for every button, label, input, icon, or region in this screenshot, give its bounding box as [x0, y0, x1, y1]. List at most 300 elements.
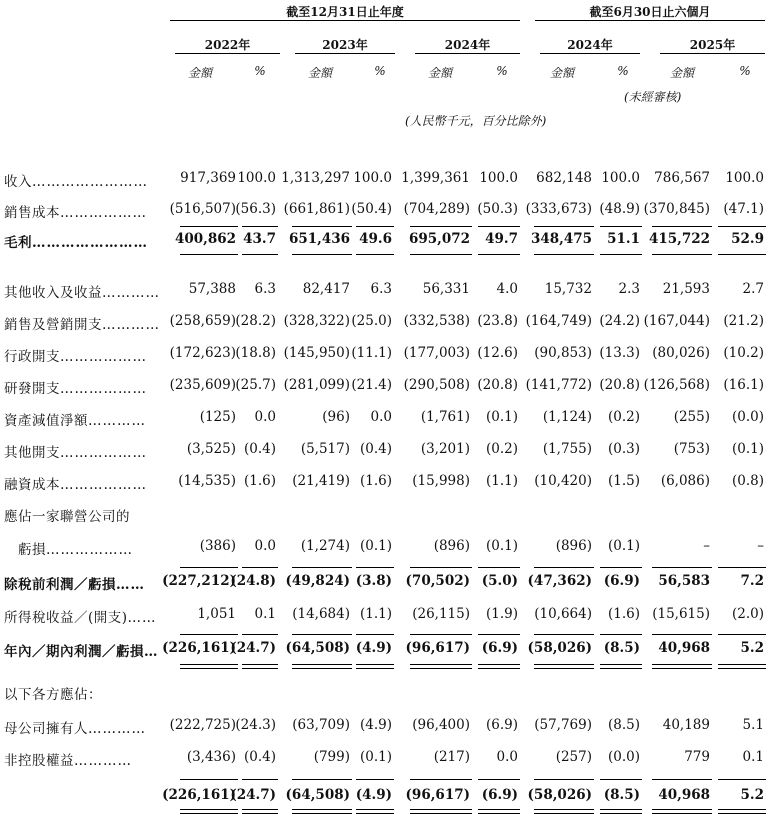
table-row: [0, 170, 768, 190]
percent-cell: (16.1): [723, 377, 764, 393]
percent-cell: (1.6): [243, 473, 276, 489]
percent-cell: (10.2): [723, 345, 764, 361]
percent-cell: (20.8): [477, 377, 518, 393]
percent-cell: 0.0: [496, 749, 518, 765]
amount-cell: (332,538): [403, 313, 470, 329]
amount-header-2025-half: 金額: [669, 66, 694, 80]
amount-cell: 1,399,361: [401, 170, 470, 186]
year-2025-half-rule: [660, 53, 765, 54]
year-2022-rule: [175, 53, 280, 54]
amount-cell: (753): [673, 441, 710, 457]
subtotal-rule: [180, 779, 238, 780]
percent-cell: 0.0: [370, 409, 392, 425]
amount-cell: 56,583: [658, 573, 710, 589]
double-underline: [718, 664, 766, 669]
row-label: [4, 409, 146, 429]
amount-cell: (125): [199, 409, 236, 425]
double-underline: [242, 664, 278, 669]
year-2024-half: 2024年: [567, 38, 613, 52]
amount-cell: (172,623): [169, 345, 236, 361]
double-underline: [180, 664, 238, 669]
amount-cell: (26,115): [412, 606, 470, 622]
leader-dots: ……………………: [32, 235, 148, 251]
percent-cell: 100.0: [601, 170, 640, 186]
amount-cell: (49,824): [285, 573, 350, 589]
percent-cell: (0.1): [485, 538, 518, 554]
row-label-text: 非控股權益: [4, 753, 74, 769]
subtotal-rule: [718, 226, 766, 227]
amount-cell: 40,968: [658, 640, 710, 656]
amount-cell: (167,044): [643, 313, 710, 329]
amount-cell: 1,051: [197, 606, 236, 622]
amount-cell: (145,950): [283, 345, 350, 361]
amount-cell: (126,568): [643, 377, 710, 393]
amount-cell: (222,725): [169, 717, 236, 733]
percent-cell: (28.2): [235, 313, 276, 329]
subtotal-rule: [242, 567, 278, 568]
percent-cell: 5.2: [740, 787, 764, 803]
subtotal-rule: [356, 779, 394, 780]
percent-header-2025-half: %: [739, 64, 751, 78]
amount-cell: 348,475: [530, 231, 592, 247]
row-label: [4, 538, 133, 558]
subtotal-rule: [478, 567, 520, 568]
percent-cell: 52.9: [731, 231, 764, 247]
row-label-text: 資產減值淨額: [4, 413, 88, 429]
percent-cell: 7.2: [740, 573, 764, 589]
row-label: [4, 231, 148, 251]
row-label: [4, 717, 146, 737]
percent-cell: (0.2): [607, 409, 640, 425]
percent-cell: 0.0: [254, 538, 276, 554]
percent-cell: (24.3): [235, 717, 276, 733]
double-underline: [652, 664, 712, 669]
percent-cell: 2.7: [742, 281, 764, 297]
double-underline: [600, 664, 642, 669]
amount-header-2022: 金額: [187, 66, 212, 80]
row-label: [4, 640, 159, 660]
percent-cell: 51.1: [607, 231, 640, 247]
amount-cell: –: [703, 538, 710, 554]
amount-cell: (96,400): [412, 717, 470, 733]
row-label-text: 其他收入及收益: [4, 285, 102, 301]
row-label-text: 其他開支: [4, 445, 60, 461]
double-underline: [534, 664, 594, 669]
subtotal-rule: [410, 226, 472, 227]
row-label: [4, 377, 147, 397]
percent-cell: (56.3): [235, 201, 276, 217]
amount-cell: 415,722: [648, 231, 710, 247]
amount-cell: (14,684): [292, 606, 350, 622]
amount-cell: (3,525): [186, 441, 236, 457]
row-label: [4, 201, 147, 221]
row-label-text: 研發開支: [4, 381, 60, 397]
subtotal-rule: [292, 254, 352, 255]
percent-cell: (8.5): [603, 640, 640, 656]
percent-cell: –: [757, 538, 764, 554]
row-label-text: 應佔一家聯營公司的: [4, 509, 130, 525]
table-row: [0, 441, 768, 461]
subtotal-rule: [600, 634, 642, 635]
percent-cell: (8.5): [607, 717, 640, 733]
leader-dots: ………………: [60, 477, 147, 493]
percent-cell: (1.6): [359, 473, 392, 489]
double-underline: [292, 664, 352, 669]
subtotal-rule: [292, 567, 352, 568]
percent-cell: (0.1): [485, 409, 518, 425]
subtotal-rule: [652, 779, 712, 780]
row-label-text: 毛利: [4, 235, 32, 251]
percent-cell: (0.1): [731, 441, 764, 457]
table-row: [0, 505, 768, 525]
row-label: [4, 473, 147, 493]
double-underline: [478, 809, 520, 814]
year-2024-half-rule: [540, 53, 640, 54]
leader-dots: ……………………: [32, 174, 148, 190]
row-label: [4, 505, 130, 525]
percent-cell: (0.1): [359, 749, 392, 765]
row-label-text: 行政開支: [4, 349, 60, 365]
subtotal-rule: [718, 779, 766, 780]
period-annual-rule: [170, 20, 520, 21]
percent-cell: 6.3: [254, 281, 276, 297]
double-underline: [180, 809, 238, 814]
percent-cell: (0.3): [607, 441, 640, 457]
amount-header-2024-half: 金額: [549, 66, 574, 80]
subtotal-rule: [356, 567, 394, 568]
percent-cell: (11.1): [351, 345, 392, 361]
subtotal-rule: [478, 226, 520, 227]
amount-cell: (235,609): [169, 377, 236, 393]
subtotal-rule: [534, 567, 594, 568]
amount-cell: (1,761): [420, 409, 470, 425]
percent-cell: (23.8): [477, 313, 518, 329]
percent-cell: (8.5): [603, 787, 640, 803]
percent-cell: (24.7): [230, 640, 276, 656]
amount-cell: 400,862: [174, 231, 236, 247]
percent-cell: (0.4): [359, 441, 392, 457]
amount-cell: (64,508): [285, 787, 350, 803]
percent-cell: (50.3): [477, 201, 518, 217]
amount-cell: (57,769): [534, 717, 592, 733]
leader-dots: …………: [88, 721, 146, 737]
amount-cell: 1,313,297: [281, 170, 350, 186]
table-row: [0, 573, 768, 593]
row-label-text: 以下各方應佔：: [4, 687, 102, 703]
amount-cell: (80,026): [652, 345, 710, 361]
amount-cell: 786,567: [654, 170, 710, 186]
subtotal-rule: [652, 254, 712, 255]
percent-cell: 100.0: [479, 170, 518, 186]
leader-dots: …………: [102, 317, 160, 333]
percent-cell: (25.7): [235, 377, 276, 393]
subtotal-rule: [292, 634, 352, 635]
row-label: [4, 606, 157, 626]
double-underline: [718, 809, 766, 814]
table-row: [0, 345, 768, 365]
subtotal-rule: [410, 634, 472, 635]
table-row: [0, 640, 768, 660]
percent-cell: 5.1: [742, 717, 764, 733]
percent-cell: 100.0: [725, 170, 764, 186]
row-label: [4, 345, 147, 365]
row-label-text: 融資成本: [4, 477, 60, 493]
row-label: [4, 573, 145, 593]
amount-cell: (14,535): [178, 473, 236, 489]
amount-cell: 779: [684, 749, 710, 765]
leader-dots: ………………: [60, 445, 147, 461]
percent-cell: (0.4): [243, 441, 276, 457]
percent-cell: 2.3: [618, 281, 640, 297]
currency-note: (人民幣千元，百分比除外): [405, 114, 547, 128]
percent-cell: (24.8): [230, 573, 276, 589]
table-row: [0, 787, 768, 807]
percent-cell: (47.1): [723, 201, 764, 217]
amount-cell: (3,201): [420, 441, 470, 457]
percent-cell: (20.8): [599, 377, 640, 393]
subtotal-rule: [292, 226, 352, 227]
table-row: [0, 409, 768, 429]
percent-cell: 0.0: [254, 409, 276, 425]
percent-cell: (5.0): [481, 573, 518, 589]
amount-cell: (896): [555, 538, 592, 554]
percent-cell: (4.9): [355, 640, 392, 656]
amount-cell: 651,436: [288, 231, 350, 247]
percent-cell: (0.2): [485, 441, 518, 457]
amount-cell: (290,508): [403, 377, 470, 393]
percent-cell: (2.0): [731, 606, 764, 622]
amount-cell: (3,436): [186, 749, 236, 765]
table-row: [0, 717, 768, 737]
percent-cell: (1.1): [359, 606, 392, 622]
amount-cell: (96): [322, 409, 350, 425]
percent-cell: 49.6: [359, 231, 392, 247]
table-row: [0, 683, 768, 703]
amount-cell: 57,388: [188, 281, 236, 297]
percent-cell: (3.8): [355, 573, 392, 589]
percent-cell: 4.0: [496, 281, 518, 297]
percent-cell: 43.7: [243, 231, 276, 247]
row-label: [4, 749, 132, 769]
amount-cell: 82,417: [302, 281, 350, 297]
subtotal-rule: [242, 226, 278, 227]
double-underline: [356, 809, 394, 814]
amount-cell: (15,615): [652, 606, 710, 622]
percent-cell: (18.8): [235, 345, 276, 361]
percent-cell: (1.1): [485, 473, 518, 489]
subtotal-rule: [180, 634, 238, 635]
amount-cell: (226,161): [162, 640, 236, 656]
percent-cell: (6.9): [481, 640, 518, 656]
amount-cell: (10,664): [534, 606, 592, 622]
leader-dots: ……: [127, 610, 157, 626]
amount-cell: (370,845): [643, 201, 710, 217]
subtotal-rule: [600, 254, 642, 255]
subtotal-rule: [600, 567, 642, 568]
amount-cell: (63,709): [292, 717, 350, 733]
percent-cell: (13.3): [599, 345, 640, 361]
amount-cell: 917,369: [180, 170, 236, 186]
percent-cell: 100.0: [353, 170, 392, 186]
subtotal-rule: [718, 254, 766, 255]
leader-dots: ………………: [60, 381, 147, 397]
table-row: [0, 473, 768, 493]
amount-cell: (5,517): [300, 441, 350, 457]
double-underline: [534, 809, 594, 814]
amount-cell: (1,755): [542, 441, 592, 457]
row-label-text: 除稅前利潤／虧損: [4, 577, 116, 593]
percent-header-2024-half: %: [617, 64, 629, 78]
amount-cell: (70,502): [405, 573, 470, 589]
percent-header-2023: %: [374, 64, 386, 78]
table-row: [0, 231, 768, 251]
double-underline: [478, 664, 520, 669]
percent-cell: 6.3: [370, 281, 392, 297]
amount-header-2024: 金額: [427, 66, 452, 80]
amount-cell: (1,274): [300, 538, 350, 554]
percent-cell: (0.1): [607, 538, 640, 554]
subtotal-rule: [356, 634, 394, 635]
double-underline: [652, 809, 712, 814]
percent-cell: (6.9): [603, 573, 640, 589]
row-label-text: 收入: [4, 174, 32, 190]
percent-cell: (0.0): [607, 749, 640, 765]
amount-cell: 695,072: [408, 231, 470, 247]
amount-cell: (47,362): [527, 573, 592, 589]
subtotal-rule: [718, 567, 766, 568]
table-row: [0, 606, 768, 626]
subtotal-rule: [410, 567, 472, 568]
amount-cell: (6,086): [660, 473, 710, 489]
percent-cell: (24.7): [230, 787, 276, 803]
amount-cell: (217): [433, 749, 470, 765]
amount-cell: (15,998): [412, 473, 470, 489]
amount-cell: (386): [199, 538, 236, 554]
subtotal-rule: [534, 634, 594, 635]
subtotal-rule: [410, 254, 472, 255]
amount-cell: (64,508): [285, 640, 350, 656]
subtotal-rule: [534, 226, 594, 227]
leader-dots: …………: [88, 413, 146, 429]
percent-cell: (21.2): [723, 313, 764, 329]
period-half-heading: 截至6月30日止六個月: [589, 5, 711, 19]
subtotal-rule: [180, 567, 238, 568]
percent-cell: (6.9): [481, 787, 518, 803]
amount-cell: (258,659): [169, 313, 236, 329]
amount-cell: (177,003): [403, 345, 470, 361]
amount-cell: (58,026): [527, 787, 592, 803]
table-row: [0, 281, 768, 301]
amount-cell: (226,161): [162, 787, 236, 803]
year-2023-rule: [295, 53, 395, 54]
amount-cell: (90,853): [534, 345, 592, 361]
amount-cell: (333,673): [525, 201, 592, 217]
amount-cell: 21,593: [662, 281, 710, 297]
subtotal-rule: [534, 254, 594, 255]
amount-cell: (141,772): [525, 377, 592, 393]
percent-cell: (25.0): [351, 313, 392, 329]
leader-dots: ………………: [60, 205, 147, 221]
percent-cell: (4.9): [359, 717, 392, 733]
row-label-text: 虧損: [4, 542, 46, 558]
amount-cell: (704,289): [403, 201, 470, 217]
amount-cell: 40,189: [662, 717, 710, 733]
amount-cell: (799): [313, 749, 350, 765]
subtotal-rule: [242, 254, 278, 255]
percent-cell: 0.1: [254, 606, 276, 622]
row-label-text: 銷售及營銷開支: [4, 317, 102, 333]
percent-cell: (6.9): [485, 717, 518, 733]
table-row: [0, 201, 768, 221]
subtotal-rule: [652, 226, 712, 227]
amount-cell: (257): [555, 749, 592, 765]
leader-dots: ……: [116, 577, 145, 593]
double-underline: [356, 664, 394, 669]
row-label-text: 母公司擁有人: [4, 721, 88, 737]
percent-cell: (0.1): [359, 538, 392, 554]
amount-cell: (281,099): [283, 377, 350, 393]
leader-dots: …………: [102, 285, 160, 301]
subtotal-rule: [478, 779, 520, 780]
double-underline: [600, 809, 642, 814]
double-underline: [410, 664, 472, 669]
subtotal-rule: [652, 634, 712, 635]
amount-cell: (896): [433, 538, 470, 554]
amount-cell: (164,749): [525, 313, 592, 329]
amount-cell: 682,148: [536, 170, 592, 186]
year-2024-rule: [415, 53, 520, 54]
amount-cell: 40,968: [658, 787, 710, 803]
subtotal-rule: [478, 634, 520, 635]
amount-header-2023: 金額: [307, 66, 332, 80]
double-underline: [292, 809, 352, 814]
subtotal-rule: [180, 226, 238, 227]
table-row: [0, 377, 768, 397]
table-row: [0, 313, 768, 333]
leader-dots: ………………: [60, 349, 147, 365]
subtotal-rule: [534, 779, 594, 780]
percent-cell: (48.9): [599, 201, 640, 217]
percent-cell: (50.4): [351, 201, 392, 217]
subtotal-rule: [180, 254, 238, 255]
percent-cell: (1.9): [485, 606, 518, 622]
subtotal-rule: [652, 567, 712, 568]
percent-cell: 100.0: [237, 170, 276, 186]
amount-cell: (58,026): [527, 640, 592, 656]
percent-cell: 0.1: [742, 749, 764, 765]
amount-cell: (661,861): [283, 201, 350, 217]
percent-cell: (0.0): [731, 409, 764, 425]
year-2025-half: 2025年: [689, 38, 736, 52]
percent-cell: (12.6): [477, 345, 518, 361]
percent-cell: (1.6): [607, 606, 640, 622]
amount-cell: (96,617): [405, 640, 470, 656]
percent-header-2024: %: [496, 64, 508, 78]
amount-cell: 56,331: [422, 281, 470, 297]
row-label-text: 所得稅收益／(開支): [4, 610, 128, 626]
year-2022: 2022年: [204, 38, 251, 52]
percent-cell: (21.4): [351, 377, 392, 393]
unaudited-note: (未經審核): [624, 90, 682, 104]
row-label: [4, 441, 147, 461]
amount-cell: (10,420): [534, 473, 592, 489]
row-label-text: 年內／期內利潤／虧損: [4, 644, 144, 660]
amount-cell: (96,617): [405, 787, 470, 803]
amount-cell: (328,322): [283, 313, 350, 329]
subtotal-rule: [242, 634, 278, 635]
percent-cell: (0.8): [731, 473, 764, 489]
table-row: [0, 749, 768, 769]
